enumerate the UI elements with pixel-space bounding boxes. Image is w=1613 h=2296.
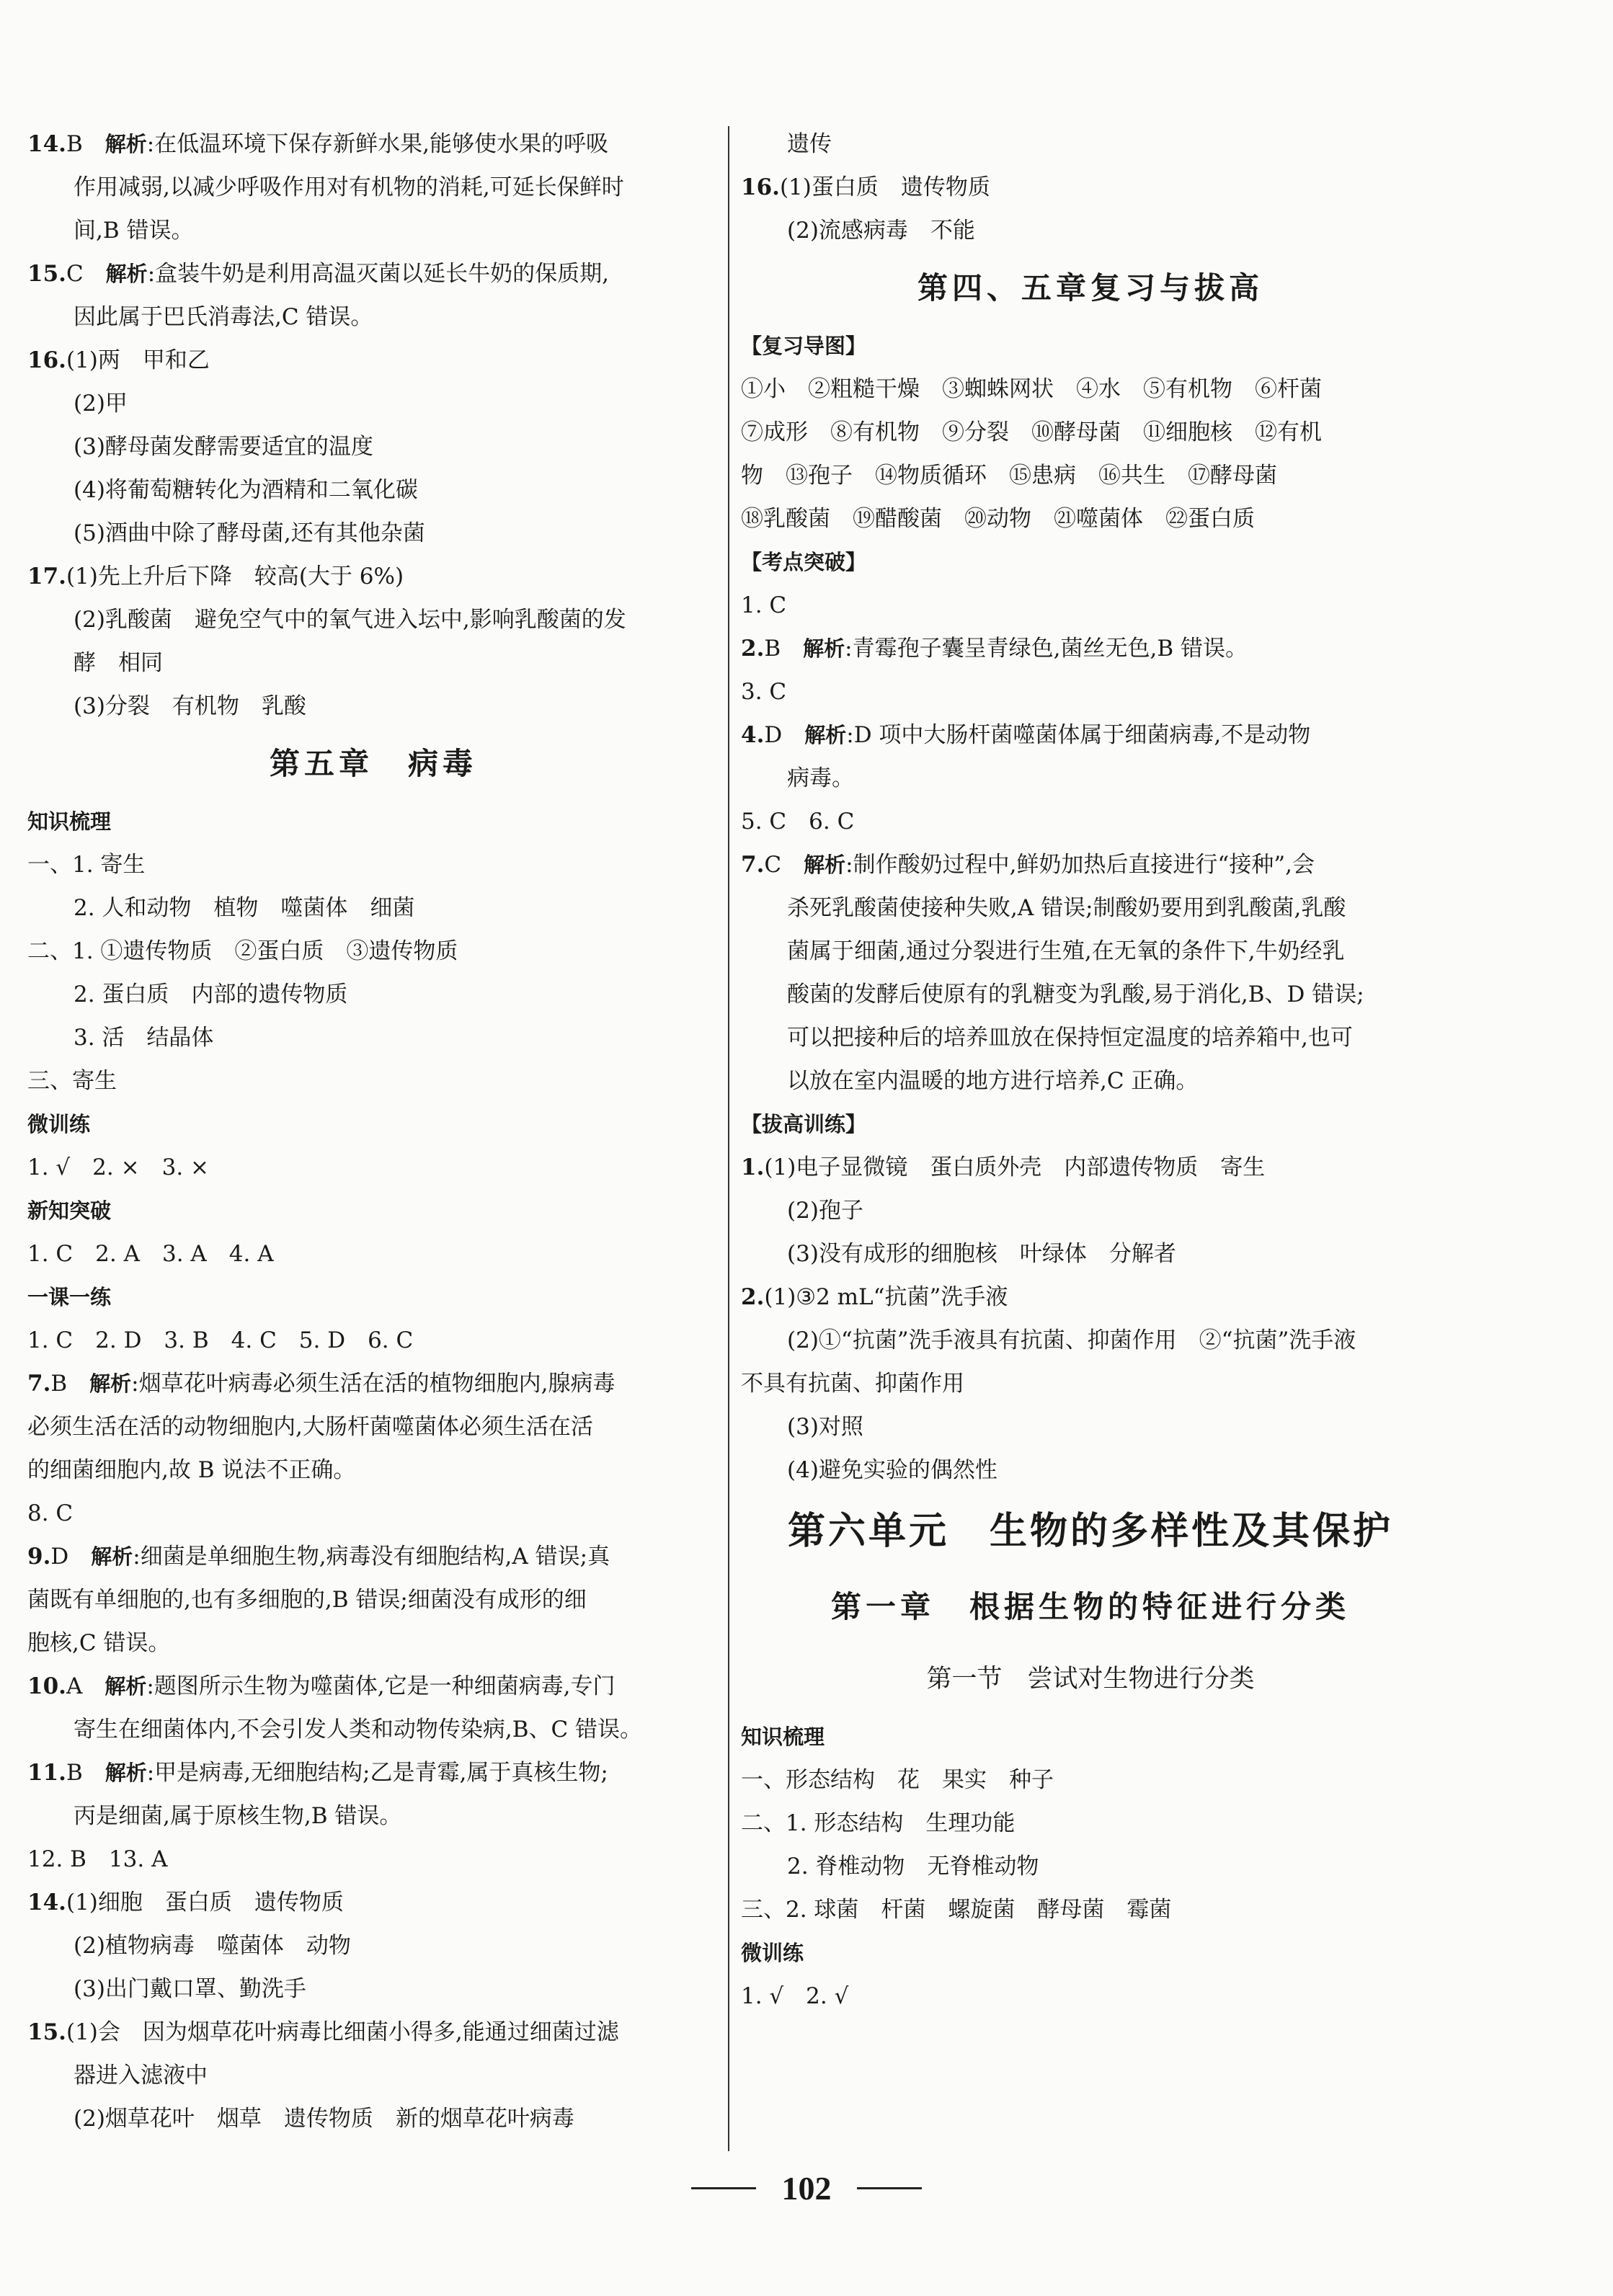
answer-line — [27, 1665, 719, 1708]
chapter-title: 第一章 根据生物的特征进行分类 — [830, 1589, 1350, 1624]
answer-line: 间,B 错误。 — [74, 218, 194, 244]
answer-line: 1. C — [741, 592, 787, 618]
question-number: 17. — [27, 564, 66, 589]
answer-line: 菌既有单细胞的,也有多细胞的,B 错误;细菌没有成形的细 — [27, 1587, 587, 1613]
answer-line: 因此属于巴氏消毒法,C 错误。 — [74, 304, 373, 330]
answer-line — [741, 1276, 1440, 1319]
answer-text: (1)电子显微镜 蛋白质外壳 内部遗传物质 寄生 — [764, 1154, 1266, 1180]
left-column — [27, 123, 719, 2140]
analysis-label: 解析 — [105, 1761, 147, 1785]
answer-line: 一、1. 寄生 — [27, 852, 146, 878]
column-divider — [728, 126, 729, 2151]
answer-choice: B — [764, 636, 781, 662]
answer-line: (2)烟草花叶 烟草 遗传物质 新的烟草花叶病毒 — [74, 2106, 574, 2132]
answer-line: 1. C 2. A 3. A 4. A — [27, 1241, 274, 1267]
page-footer — [0, 2169, 1613, 2207]
answer-line: 8. C — [27, 1500, 74, 1526]
question-number: 7. — [741, 852, 765, 878]
analysis-label: 解析 — [89, 1371, 132, 1396]
answer-line — [27, 555, 719, 598]
answer-line: 二、1. 形态结构 生理功能 — [741, 1810, 1016, 1836]
analysis-label: 解析 — [804, 853, 846, 877]
answer-choice: B — [66, 1760, 83, 1786]
answer-line: 物 ⑬孢子 ⑭物质循环 ⑮患病 ⑯共生 ⑰酵母菌 — [741, 463, 1277, 489]
answer-line: (4)将葡萄糖转化为酒精和二氧化碳 — [74, 477, 418, 503]
answer-line — [741, 166, 1440, 209]
answer-line — [741, 627, 1440, 670]
answer-line: (3)对照 — [787, 1414, 863, 1440]
answer-line — [741, 713, 1440, 757]
question-number: 14. — [27, 1890, 66, 1915]
answer-line: 丙是细菌,属于原核生物,B 错误。 — [74, 1803, 402, 1829]
footer-rule-right — [857, 2187, 922, 2189]
answer-line: 菌属于细菌,通过分裂进行生殖,在无氧的条件下,牛奶经乳 — [787, 938, 1345, 964]
analysis-text: :制作酸奶过程中,鲜奶加热后直接进行“接种”,会 — [845, 852, 1315, 878]
answer-line: (2)①“抗菌”洗手液具有抗菌、抑菌作用 ②“抗菌”洗手液 — [787, 1327, 1356, 1353]
answer-line: (2)甲 — [74, 391, 128, 417]
analysis-label: 解析 — [803, 636, 845, 661]
question-number: 16. — [741, 174, 780, 200]
answer-line: 酵 相同 — [74, 650, 163, 676]
answer-text: (1)蛋白质 遗传物质 — [779, 174, 990, 200]
analysis-text: :烟草花叶病毒必须生活在活的植物细胞内,腺病毒 — [131, 1371, 616, 1397]
subheading: 微训练 — [27, 1112, 91, 1136]
answer-line — [27, 123, 719, 166]
analysis-label: 解析 — [804, 723, 847, 747]
answer-line: 病毒。 — [787, 765, 854, 791]
answer-choice: C — [764, 852, 782, 878]
answer-line: 2. 脊椎动物 无脊椎动物 — [787, 1854, 1039, 1879]
answer-line — [27, 1881, 719, 1924]
answer-line — [27, 252, 719, 295]
answer-line: 二、1. ①遗传物质 ②蛋白质 ③遗传物质 — [27, 938, 458, 964]
answer-line: 三、寄生 — [27, 1068, 117, 1094]
answer-choice: D — [50, 1544, 69, 1570]
answer-line: 三、2. 球菌 杆菌 螺旋菌 酵母菌 霉菌 — [741, 1897, 1172, 1923]
answer-line: 必须生活在活的动物细胞内,大肠杆菌噬菌体必须生活在活 — [27, 1414, 593, 1440]
subheading: 一课一练 — [27, 1285, 112, 1309]
question-number: 1. — [741, 1154, 765, 1180]
answer-line: 3. 活 结晶体 — [74, 1025, 214, 1051]
question-number: 4. — [741, 722, 765, 748]
answer-choice: A — [66, 1673, 83, 1699]
answer-choice: C — [66, 261, 84, 287]
subheading: 【考点突破】 — [741, 550, 867, 574]
answer-line: ①小 ②粗糙干燥 ③蜘蛛网状 ④水 ⑤有机物 ⑥杆菌 — [741, 376, 1322, 402]
analysis-text: :D 项中大肠杆菌噬菌体属于细菌病毒,不是动物 — [846, 722, 1311, 748]
answer-line — [27, 1362, 719, 1405]
answer-line — [27, 339, 719, 382]
answer-line: 2. 蛋白质 内部的遗传物质 — [74, 982, 348, 1007]
subheading: 微训练 — [741, 1941, 804, 1965]
answer-line — [741, 1146, 1440, 1189]
analysis-label: 解析 — [105, 1674, 147, 1699]
question-number: 15. — [27, 261, 66, 287]
chapter-title: 第四、五章复习与拔高 — [917, 270, 1263, 306]
answer-line: 12. B 13. A — [27, 1846, 168, 1872]
question-number: 16. — [27, 347, 66, 373]
subheading: 【拔高训练】 — [741, 1112, 867, 1136]
section-title: 第一节 尝试对生物进行分类 — [926, 1665, 1255, 1694]
answer-line: 1. √ 2. × 3. × — [27, 1154, 209, 1180]
answer-text: (1)两 甲和乙 — [66, 347, 210, 373]
answer-line: 一、形态结构 花 果实 种子 — [741, 1767, 1054, 1793]
analysis-text: :在低温环境下保存新鲜水果,能够使水果的呼吸 — [146, 131, 609, 157]
answer-line: (3)分裂 有机物 乳酸 — [74, 693, 306, 719]
subheading: 新知突破 — [27, 1198, 112, 1223]
answer-text: (1)会 因为烟草花叶病毒比细菌小得多,能通过细菌过滤 — [66, 2019, 619, 2045]
analysis-text: :甲是病毒,无细胞结构;乙是青霉,属于真核生物; — [146, 1760, 608, 1786]
unit-title: 第六单元 生物的多样性及其保护 — [787, 1510, 1393, 1553]
page-number: 102 — [781, 2170, 832, 2207]
answer-line: 可以把接种后的培养皿放在保持恒定温度的培养箱中,也可 — [787, 1025, 1353, 1051]
question-number: 15. — [27, 2019, 66, 2045]
answer-line: 2. 人和动物 植物 噬菌体 细菌 — [74, 895, 415, 921]
analysis-text: :题图所示生物为噬菌体,它是一种细菌病毒,专门 — [146, 1673, 616, 1699]
answer-text: (1)先上升后下降 较高(大于 6%) — [66, 564, 404, 589]
analysis-label: 解析 — [105, 262, 148, 286]
answer-line: (3)酵母菌发酵需要适宜的温度 — [74, 434, 373, 460]
analysis-text: :青霉孢子囊呈青绿色,菌丝无色,B 错误。 — [845, 636, 1248, 662]
question-number: 11. — [27, 1760, 66, 1786]
right-column — [741, 123, 1440, 2018]
answer-line: (3)出门戴口罩、勤洗手 — [74, 1976, 306, 2002]
answer-choice: D — [764, 722, 783, 748]
answer-line: (4)避免实验的偶然性 — [787, 1457, 997, 1483]
question-number: 9. — [27, 1544, 51, 1570]
answer-line: ⑱乳酸菌 ⑲醋酸菌 ⑳动物 ㉑噬菌体 ㉒蛋白质 — [741, 506, 1255, 532]
question-number: 10. — [27, 1673, 66, 1699]
answer-line: 以放在室内温暖的地方进行培养,C 正确。 — [787, 1068, 1199, 1094]
answer-line — [741, 843, 1440, 886]
answer-text: (1)③2 mL“抗菌”洗手液 — [764, 1284, 1008, 1310]
answer-line: (2)流感病毒 不能 — [787, 218, 975, 244]
subheading: 知识梳理 — [27, 809, 112, 834]
answer-line: (5)酒曲中除了酵母菌,还有其他杂菌 — [74, 520, 425, 546]
answer-line: 不具有抗菌、抑菌作用 — [741, 1371, 964, 1397]
answer-line: (2)植物病毒 噬菌体 动物 — [74, 1933, 351, 1959]
answer-line: (3)没有成形的细胞核 叶绿体 分解者 — [787, 1241, 1176, 1267]
answer-choice: B — [50, 1371, 68, 1397]
question-number: 7. — [27, 1371, 51, 1397]
analysis-label: 解析 — [91, 1544, 133, 1569]
answer-line: ⑦成形 ⑧有机物 ⑨分裂 ⑩酵母菌 ⑪细胞核 ⑫有机 — [741, 419, 1322, 445]
answer-line — [27, 2011, 719, 2054]
answer-line — [27, 1535, 719, 1578]
answer-line: (2)乳酸菌 避免空气中的氧气进入坛中,影响乳酸菌的发 — [74, 607, 626, 633]
answer-line: 1. C 2. D 3. B 4. C 5. D 6. C — [27, 1327, 414, 1353]
answer-line: 遗传 — [787, 131, 832, 157]
answer-line — [27, 1751, 719, 1794]
analysis-text: :细菌是单细胞生物,病毒没有细胞结构,A 错误;真 — [133, 1544, 610, 1570]
question-number: 14. — [27, 131, 66, 157]
footer-rule-left — [691, 2187, 756, 2189]
answer-line: 的细菌细胞内,故 B 说法不正确。 — [27, 1457, 356, 1483]
analysis-label: 解析 — [105, 132, 147, 156]
answer-line: 酸菌的发酵后使原有的乳糖变为乳酸,易于消化,B、D 错误; — [787, 982, 1364, 1007]
answer-line: 胞核,C 错误。 — [27, 1630, 171, 1656]
answer-text: (1)细胞 蛋白质 遗传物质 — [66, 1890, 344, 1915]
question-number: 2. — [741, 636, 765, 662]
answer-line: 3. C — [741, 679, 787, 705]
answer-line: 1. √ 2. √ — [741, 1983, 849, 2009]
chapter-title: 第五章 病毒 — [269, 746, 477, 781]
answer-line: (2)孢子 — [787, 1198, 863, 1224]
answer-line: 器进入滤液中 — [74, 2063, 208, 2088]
answer-line: 寄生在细菌体内,不会引发人类和动物传染病,B、C 错误。 — [74, 1717, 643, 1743]
answer-choice: B — [66, 131, 83, 157]
answer-line: 5. C 6. C — [741, 809, 855, 835]
question-number: 2. — [741, 1284, 765, 1310]
subheading: 知识梳理 — [741, 1725, 825, 1749]
answer-line: 作用减弱,以减少呼吸作用对有机物的消耗,可延长保鲜时 — [74, 174, 624, 200]
subheading: 【复习导图】 — [741, 334, 867, 358]
answer-line: 杀死乳酸菌使接种失败,A 错误;制酸奶要用到乳酸菌,乳酸 — [787, 895, 1346, 921]
analysis-text: :盒装牛奶是利用高温灭菌以延长牛奶的保质期, — [147, 261, 609, 287]
